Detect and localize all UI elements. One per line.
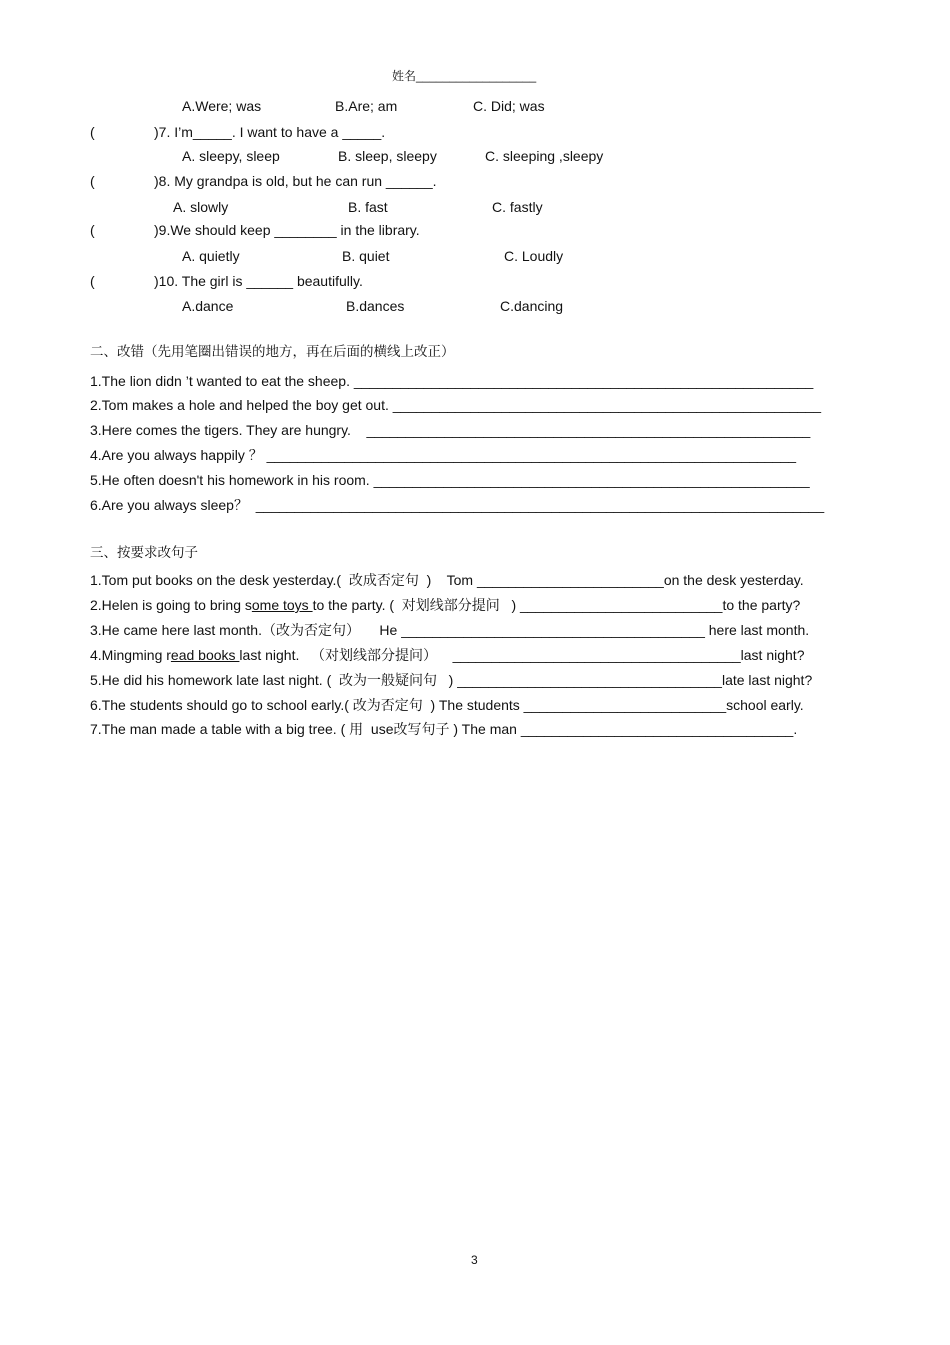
q7-paren: ( — [90, 124, 95, 140]
q10-option-c: C.dancing — [500, 298, 564, 314]
q8-option-b: B. fast — [348, 199, 388, 215]
section3-item-4 — [90, 648, 804, 662]
section3-item-7: 7.The man made a table with a big tree. ( 用 use改写句子 ) The man ___________________________________. — [90, 721, 798, 737]
section3-title: 三、按要求改句子 — [90, 545, 198, 560]
q7-stem: )7. I’m_____. I want to have a _____. — [154, 124, 386, 140]
section3-item-2 — [90, 598, 800, 612]
section2-item-4: 4.Are you always happily ？ ____________________________________________________________________ — [90, 447, 797, 463]
section2-title: 二、改错（先用笔圈出错误的地方，再在后面的横线上改正） — [90, 344, 455, 359]
q9-stem: )9.We should keep ________ in the library. — [154, 222, 420, 238]
student-name-field: 姓名__________________ — [392, 69, 537, 83]
section3-item-2-part-a: 2.Helen is going to bring s — [90, 597, 252, 613]
q8-option-a: A. slowly — [173, 199, 229, 215]
section3-item-2-part-b: to the party. ( 对划线部分提问 ) __________________________to the party? — [312, 597, 801, 613]
q9-paren: ( — [90, 222, 95, 238]
q7-option-b: B. sleep, sleepy — [338, 148, 437, 164]
q6-option-b: B.Are; am — [335, 98, 398, 114]
section3-item-6: 6.The students should go to school early.( 改为否定句 ) The students __________________________school early. — [90, 697, 804, 713]
q6-option-c: C. Did; was — [473, 98, 545, 114]
page-number: 3 — [471, 1253, 478, 1267]
q10-stem: )10. The girl is ______ beautifully. — [154, 273, 363, 289]
section3-item-2-underlined: ome toys — [251, 597, 313, 613]
section3-item-3: 3.He came here last month.（改为否定句） He _______________________________________ here last month. — [90, 622, 810, 638]
section3-item-5: 5.He did his homework late last night. ( 改为一般疑问句 ) __________________________________late last night? — [90, 672, 813, 688]
q8-stem: )8. My grandpa is old, but he can run ______. — [154, 173, 437, 189]
section3-item-4-underlined: ead books — [170, 647, 240, 663]
q8-option-c: C. fastly — [492, 199, 543, 215]
section2-item-3: 3.Here comes the tigers. They are hungry. _________________________________________________________ — [90, 422, 811, 438]
q9-option-a: A. quietly — [182, 248, 240, 264]
q9-option-c: C. Loudly — [504, 248, 564, 264]
q8-paren: ( — [90, 173, 95, 189]
q6-option-a: A.Were; was — [182, 98, 262, 114]
q10-option-a: A.dance — [182, 298, 234, 314]
section2-item-2: 2.Tom makes a hole and helped the boy get out. _______________________________________________________ — [90, 397, 821, 413]
q9-option-b: B. quiet — [342, 248, 390, 264]
section3-item-4-part-a: 4.Mingming r — [90, 647, 171, 663]
q7-option-a: A. sleepy, sleep — [182, 148, 280, 164]
q7-option-c: C. sleeping ,sleepy — [485, 148, 604, 164]
section3-item-4-part-b: last night. （对划线部分提问） _____________________________________last night? — [239, 647, 805, 663]
section2-item-6: 6.Are you always sleep？ _________________________________________________________________________ — [90, 497, 825, 513]
section3-item-1: 1.Tom put books on the desk yesterday.( 改成否定句 ) Tom ________________________on the desk yesterday. — [90, 572, 804, 588]
section2-item-5: 5.He often doesn't his homework in his room. ________________________________________________________ — [90, 472, 810, 488]
section2-item-1: 1.The lion didn ’t wanted to eat the sheep. ___________________________________________________________ — [90, 373, 814, 389]
q10-paren: ( — [90, 273, 95, 289]
q10-option-b: B.dances — [346, 298, 405, 314]
